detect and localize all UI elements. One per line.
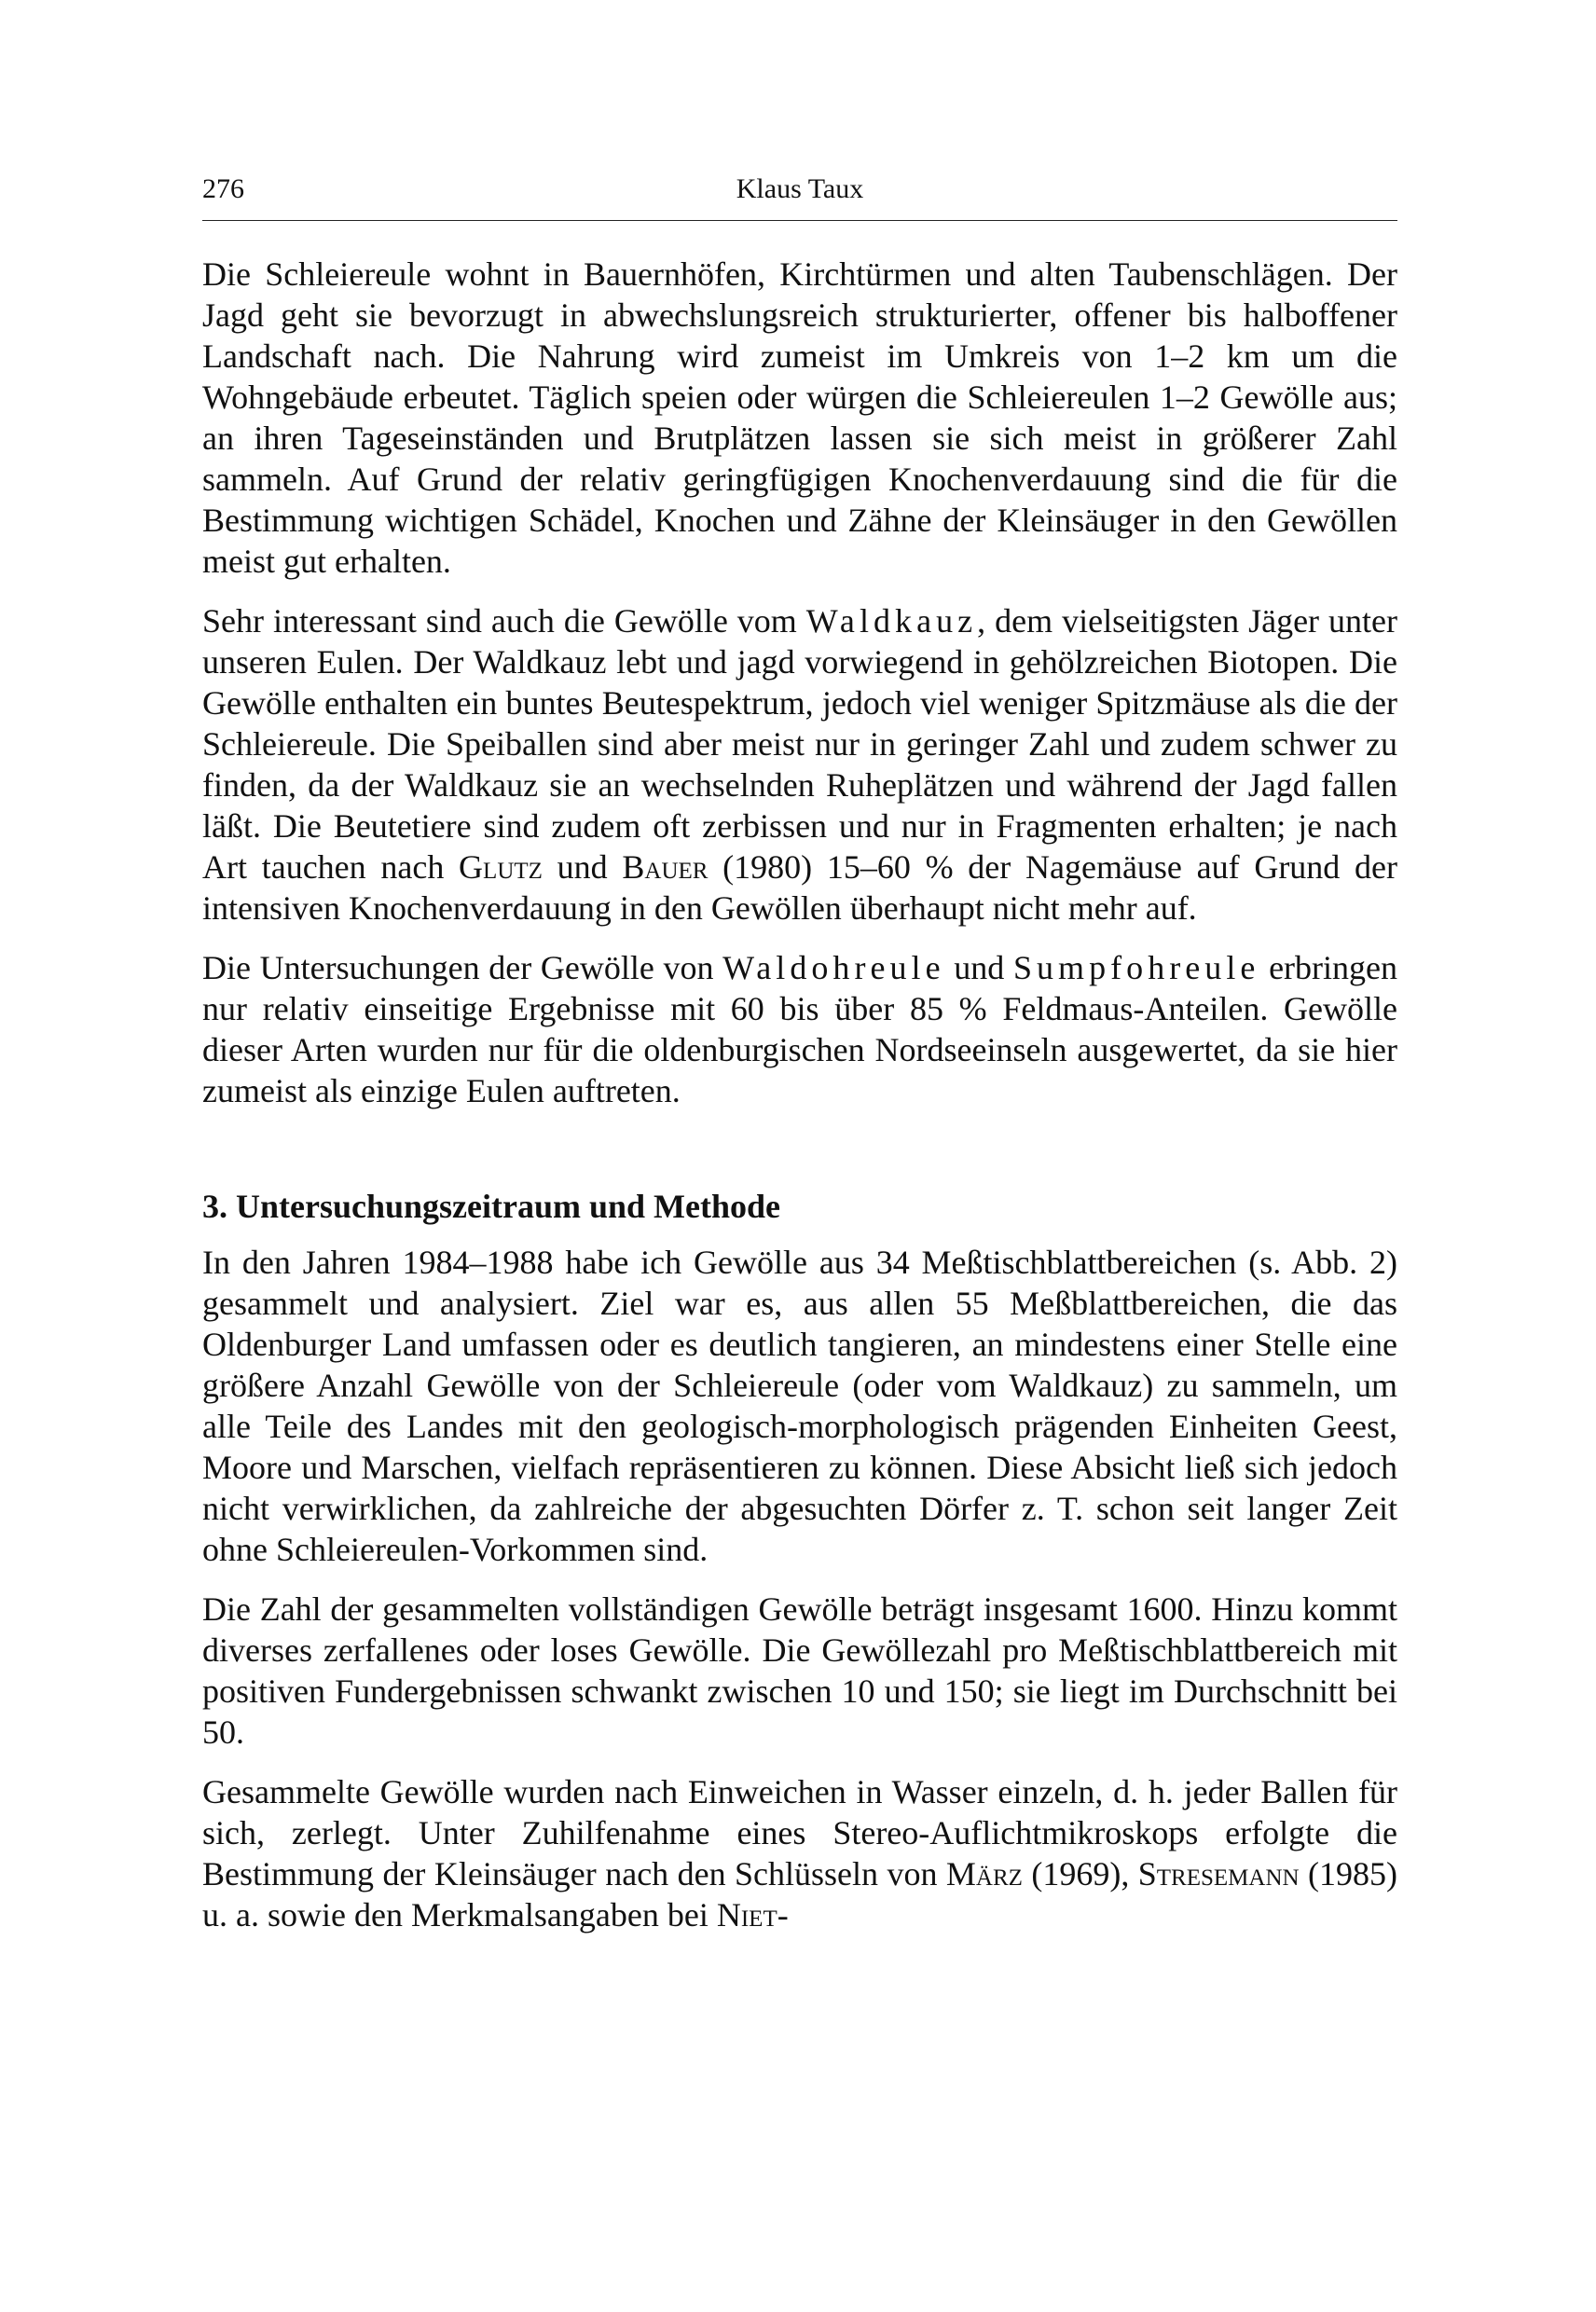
species-name-sumpfohreule: Sumpfohreule <box>1012 949 1260 986</box>
text-span: und <box>944 949 1013 986</box>
paragraph-gewoellezahl: Die Zahl der gesammelten vollständigen Gewölle beträgt insgesamt 1600. Hinzu kommt diverses zerfallenes oder loses Gewölle. Die Gewöllezahl pro Meßtischblattbereich mit positiven Fundergebnissen schwankt zwischen 10 und 150; sie liegt im Durchschnitt bei 50. <box>202 1590 1397 1751</box>
text-span: erbringen nur relativ einseitige Ergebnisse mit 60 bis über 85 % Feldmaus-Anteilen. Gewölle dieser Arten wurden nur für die oldenburgischen Nordseeinseln ausgewertet, da sie hier zumeist als einzige Eulen auftreten. <box>202 949 1398 1109</box>
paragraph-methode <box>202 1771 1397 1935</box>
running-head <box>202 173 1397 216</box>
author-name: Stresemann <box>1137 1855 1300 1892</box>
species-name-waldohreule: Waldohreule <box>722 949 945 986</box>
body-text <box>202 254 1397 1954</box>
text-span: Die Untersuchungen der Gewölle von <box>202 949 723 986</box>
section-heading: 3. Untersuchungszeitraum und Methode <box>202 1188 781 1225</box>
paragraph-ohreulen <box>202 947 1397 1111</box>
text-span: Gesammelte Gewölle wurden nach Einweichen in Wasser einzeln, d. h. jeder Ballen für sich, zerlegt. Unter Zuhilfenahme eines Stereo-Auflichtmikroskops erfolgte die Bestimmung der Kleinsäuger nach den Schlüsseln von <box>202 1773 1397 1892</box>
page-number: 276 <box>202 173 244 204</box>
author-name: Niet- <box>716 1896 789 1934</box>
author-name: Glutz <box>459 848 543 886</box>
text-span: (1985) u. a. sowie den Merkmalsangaben bei <box>202 1855 1397 1934</box>
species-name-waldkauz: Waldkauz <box>805 602 978 640</box>
text-span: Sehr interessant sind auch die Gewölle vom <box>202 602 806 640</box>
paragraph-waldkauz <box>202 600 1397 929</box>
header-rule <box>202 220 1397 221</box>
text-span: (1969), <box>1022 1855 1138 1892</box>
paragraph-zeitraum: In den Jahren 1984–1988 habe ich Gewölle aus 34 Meßtischblattbereichen (s. Abb. 2) gesammelt und analysiert. Ziel war es, aus allen 55 Meßblattbereichen, die das Oldenburger Land umfassen oder es deutlich tangieren, an mindestens einer Stelle eine größere Anzahl Gewölle von der Schleiereule (oder vom Waldkauz) zu sammeln, um alle Teile des Landes mit den geologisch-morphologisch prägenden Einheiten Geest, Moore und Marschen, vielfach repräsentieren zu können. Diese Absicht ließ sich jedoch nicht verwirklichen, da zahlreiche der abgesuchten Dörfer z. T. schon seit langer Zeit ohne Schleiereulen-Vorkommen sind. <box>202 1244 1397 1568</box>
author-name: Bauer <box>622 848 709 886</box>
text-span: (1980) 15–60 % der Nagemäuse auf Grund der intensiven Knochenverdauung in den Gewöllen überhaupt nicht mehr auf. <box>202 848 1397 927</box>
author-name: März <box>945 1855 1023 1892</box>
text-span: und <box>542 848 623 886</box>
running-title: Klaus Taux <box>736 173 864 204</box>
paragraph-schleiereule: Die Schleiereule wohnt in Bauernhöfen, Kirchtürmen und alten Taubenschlägen. Der Jagd geht sie bevorzugt in abwechslungsreich strukturierter, offener bis halboffener Landschaft nach. Die Nahrung wird zumeist im Umkreis von 1–2 km um die Wohngebäude erbeutet. Täglich speien oder würgen die Schleiereulen 1–2 Gewölle aus; an ihren Tageseinständen und Brutplätzen lassen sie sich meist in größerer Zahl sammeln. Auf Grund der relativ geringfügigen Knochenverdauung sind die für die Bestimmung wichtigen Schädel, Knochen und Zähne der Kleinsäuger in den Gewöllen meist gut erhalten. <box>202 255 1397 580</box>
text-span: , dem vielseitigsten Jäger unter unseren Eulen. Der Waldkauz lebt und jagd vorwiegend in gehölzreichen Biotopen. Die Gewölle enthalten ein buntes Beutespektrum, jedoch viel weniger Spitzmäuse als die der Schleiereule. Die Speiballen sind aber meist nur in geringer Zahl und zudem schwer zu finden, da der Waldkauz sie an wechselnden Ruheplätzen und während der Jagd fallen läßt. Die Beutetiere sind zudem oft zerbissen und nur in Fragmenten erhalten; je nach Art tauchen nach <box>202 602 1397 886</box>
